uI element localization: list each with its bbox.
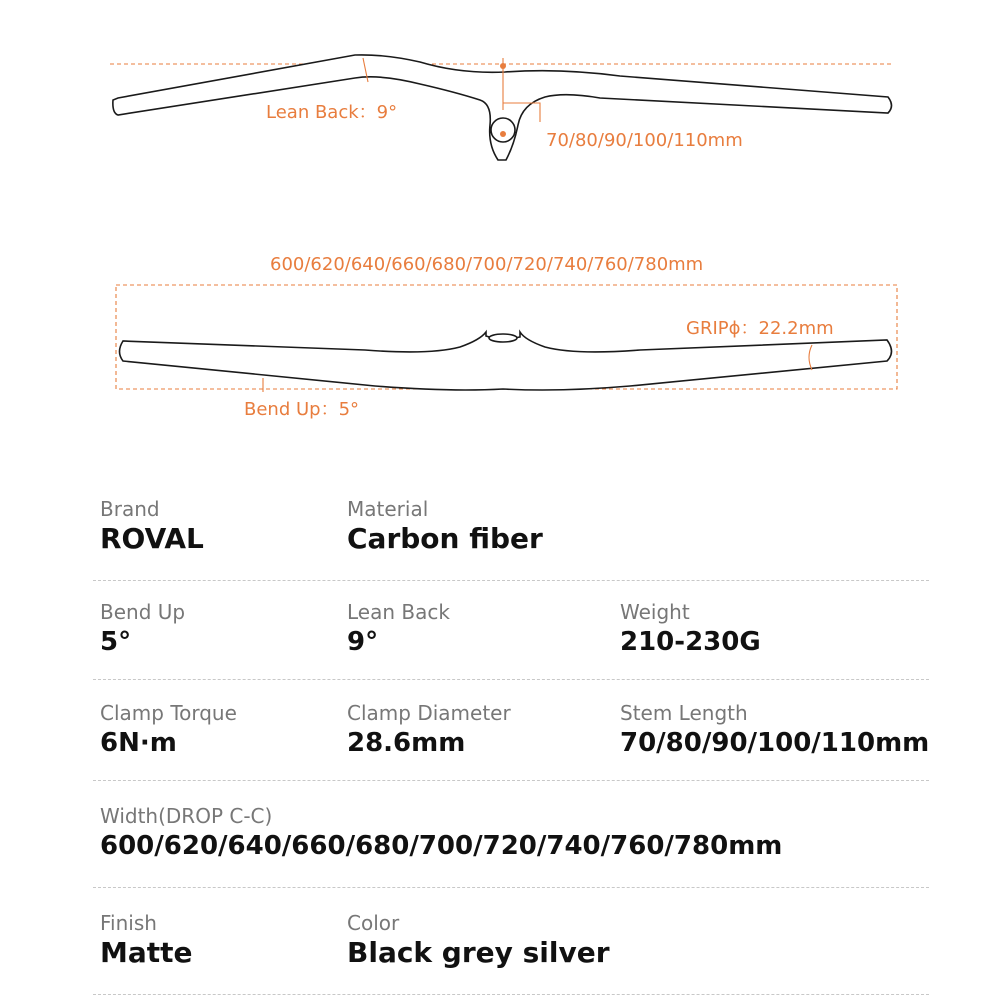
- lean-back-label: Lean Back：9°: [266, 102, 398, 123]
- spec-value: Black grey silver: [347, 936, 610, 969]
- spec-finish: [100, 910, 193, 970]
- spec-material: [347, 496, 543, 556]
- spec-lean-back: [347, 599, 450, 659]
- spec-label: Material: [347, 497, 429, 521]
- spec-table: [93, 496, 929, 995]
- width-label: 600/620/640/660/680/700/720/740/760/780mm: [270, 254, 704, 275]
- spec-color: [347, 910, 610, 970]
- spec-label: Finish: [100, 911, 157, 935]
- top-handlebar-outline: [113, 55, 892, 160]
- spec-row-5: [93, 888, 929, 995]
- stem-clamp-hole: [491, 118, 515, 142]
- spec-label: Color: [347, 911, 400, 935]
- spec-row-2: [93, 581, 929, 680]
- spec-value: 6N·m: [100, 728, 177, 758]
- spec-value: 600/620/640/660/680/700/720/740/760/780mm: [100, 831, 783, 861]
- spec-row-1: [93, 496, 929, 581]
- spec-value: 9°: [347, 627, 379, 657]
- spec-value: Carbon fiber: [347, 522, 543, 555]
- spec-label: Width(DROP C-C): [100, 804, 273, 828]
- stem-length-label: 70/80/90/100/110mm: [546, 130, 743, 151]
- grip-label: GRIPϕ：22.2mm: [686, 318, 834, 339]
- spec-width: [100, 803, 782, 863]
- spec-value: ROVAL: [100, 522, 204, 555]
- stem-axis-center-dot: [500, 131, 506, 137]
- spec-label: Weight: [620, 600, 690, 624]
- spec-label: Brand: [100, 497, 160, 521]
- bend-up-label: Bend Up：5°: [244, 399, 360, 420]
- spec-brand: [100, 496, 204, 556]
- spec-bend-up: [100, 599, 185, 659]
- spec-value: 28.6mm: [347, 728, 466, 758]
- spec-value: 70/80/90/100/110mm: [620, 728, 930, 758]
- spec-clamp-torque: [100, 700, 237, 760]
- spec-row-3: [93, 680, 929, 781]
- spec-value: Matte: [100, 936, 193, 969]
- top-view: [110, 55, 892, 160]
- spec-stem-length: [620, 700, 929, 760]
- spec-value: 5°: [100, 627, 132, 657]
- handlebar-diagram: [0, 0, 1000, 470]
- spec-label: Clamp Diameter: [347, 701, 511, 725]
- spec-label: Lean Back: [347, 600, 450, 624]
- spec-label: Bend Up: [100, 600, 186, 624]
- stem-axis-top-dot: [500, 63, 506, 69]
- spec-label: Stem Length: [620, 701, 748, 725]
- spec-label: Clamp Torque: [100, 701, 237, 725]
- spec-value: 210-230G: [620, 627, 761, 657]
- front-view: [116, 254, 897, 420]
- spec-row-4: [93, 781, 929, 888]
- spec-clamp-diameter: [347, 700, 511, 760]
- spec-weight: [620, 599, 761, 659]
- stem-clamp-top: [489, 334, 517, 342]
